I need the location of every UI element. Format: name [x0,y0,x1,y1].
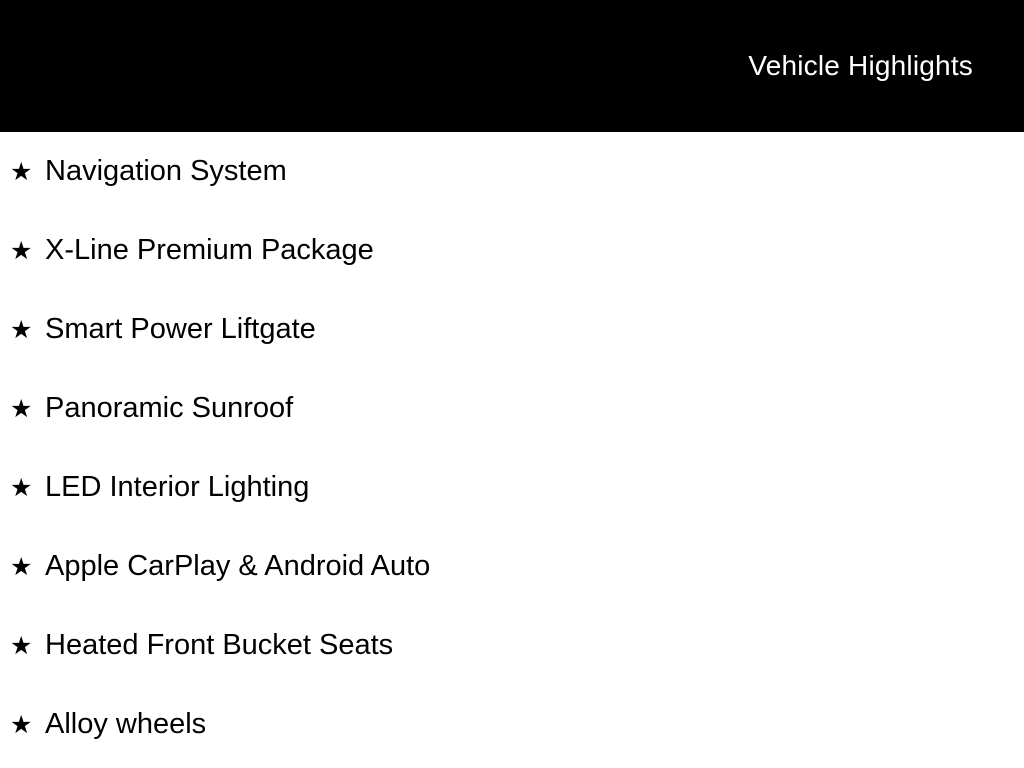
list-item [0,132,1024,211]
highlight-label: Smart Power Liftgate [45,313,316,346]
star-icon: ★ [10,157,33,186]
star-icon: ★ [10,473,33,502]
highlight-label: Heated Front Bucket Seats [45,629,394,662]
list-item [0,290,1024,369]
highlights-list [0,132,1024,764]
list-item [0,527,1024,606]
list-item [0,211,1024,290]
list-item [0,606,1024,685]
page-title: Vehicle Highlights [748,50,973,81]
star-icon: ★ [10,394,33,423]
star-icon: ★ [10,710,33,739]
highlight-label: Apple CarPlay & Android Auto [45,550,431,583]
highlight-label: X-Line Premium Package [45,234,374,267]
star-icon: ★ [10,315,33,344]
star-icon: ★ [10,552,33,581]
list-item [0,685,1024,764]
highlight-label: Alloy wheels [45,708,207,741]
list-item [0,448,1024,527]
star-icon: ★ [10,236,33,265]
highlight-label: LED Interior Lighting [45,471,310,504]
star-icon: ★ [10,631,33,660]
list-item [0,369,1024,448]
highlight-label: Panoramic Sunroof [45,392,294,425]
vehicle-highlights-header [0,0,1024,132]
highlight-label: Navigation System [45,155,287,188]
